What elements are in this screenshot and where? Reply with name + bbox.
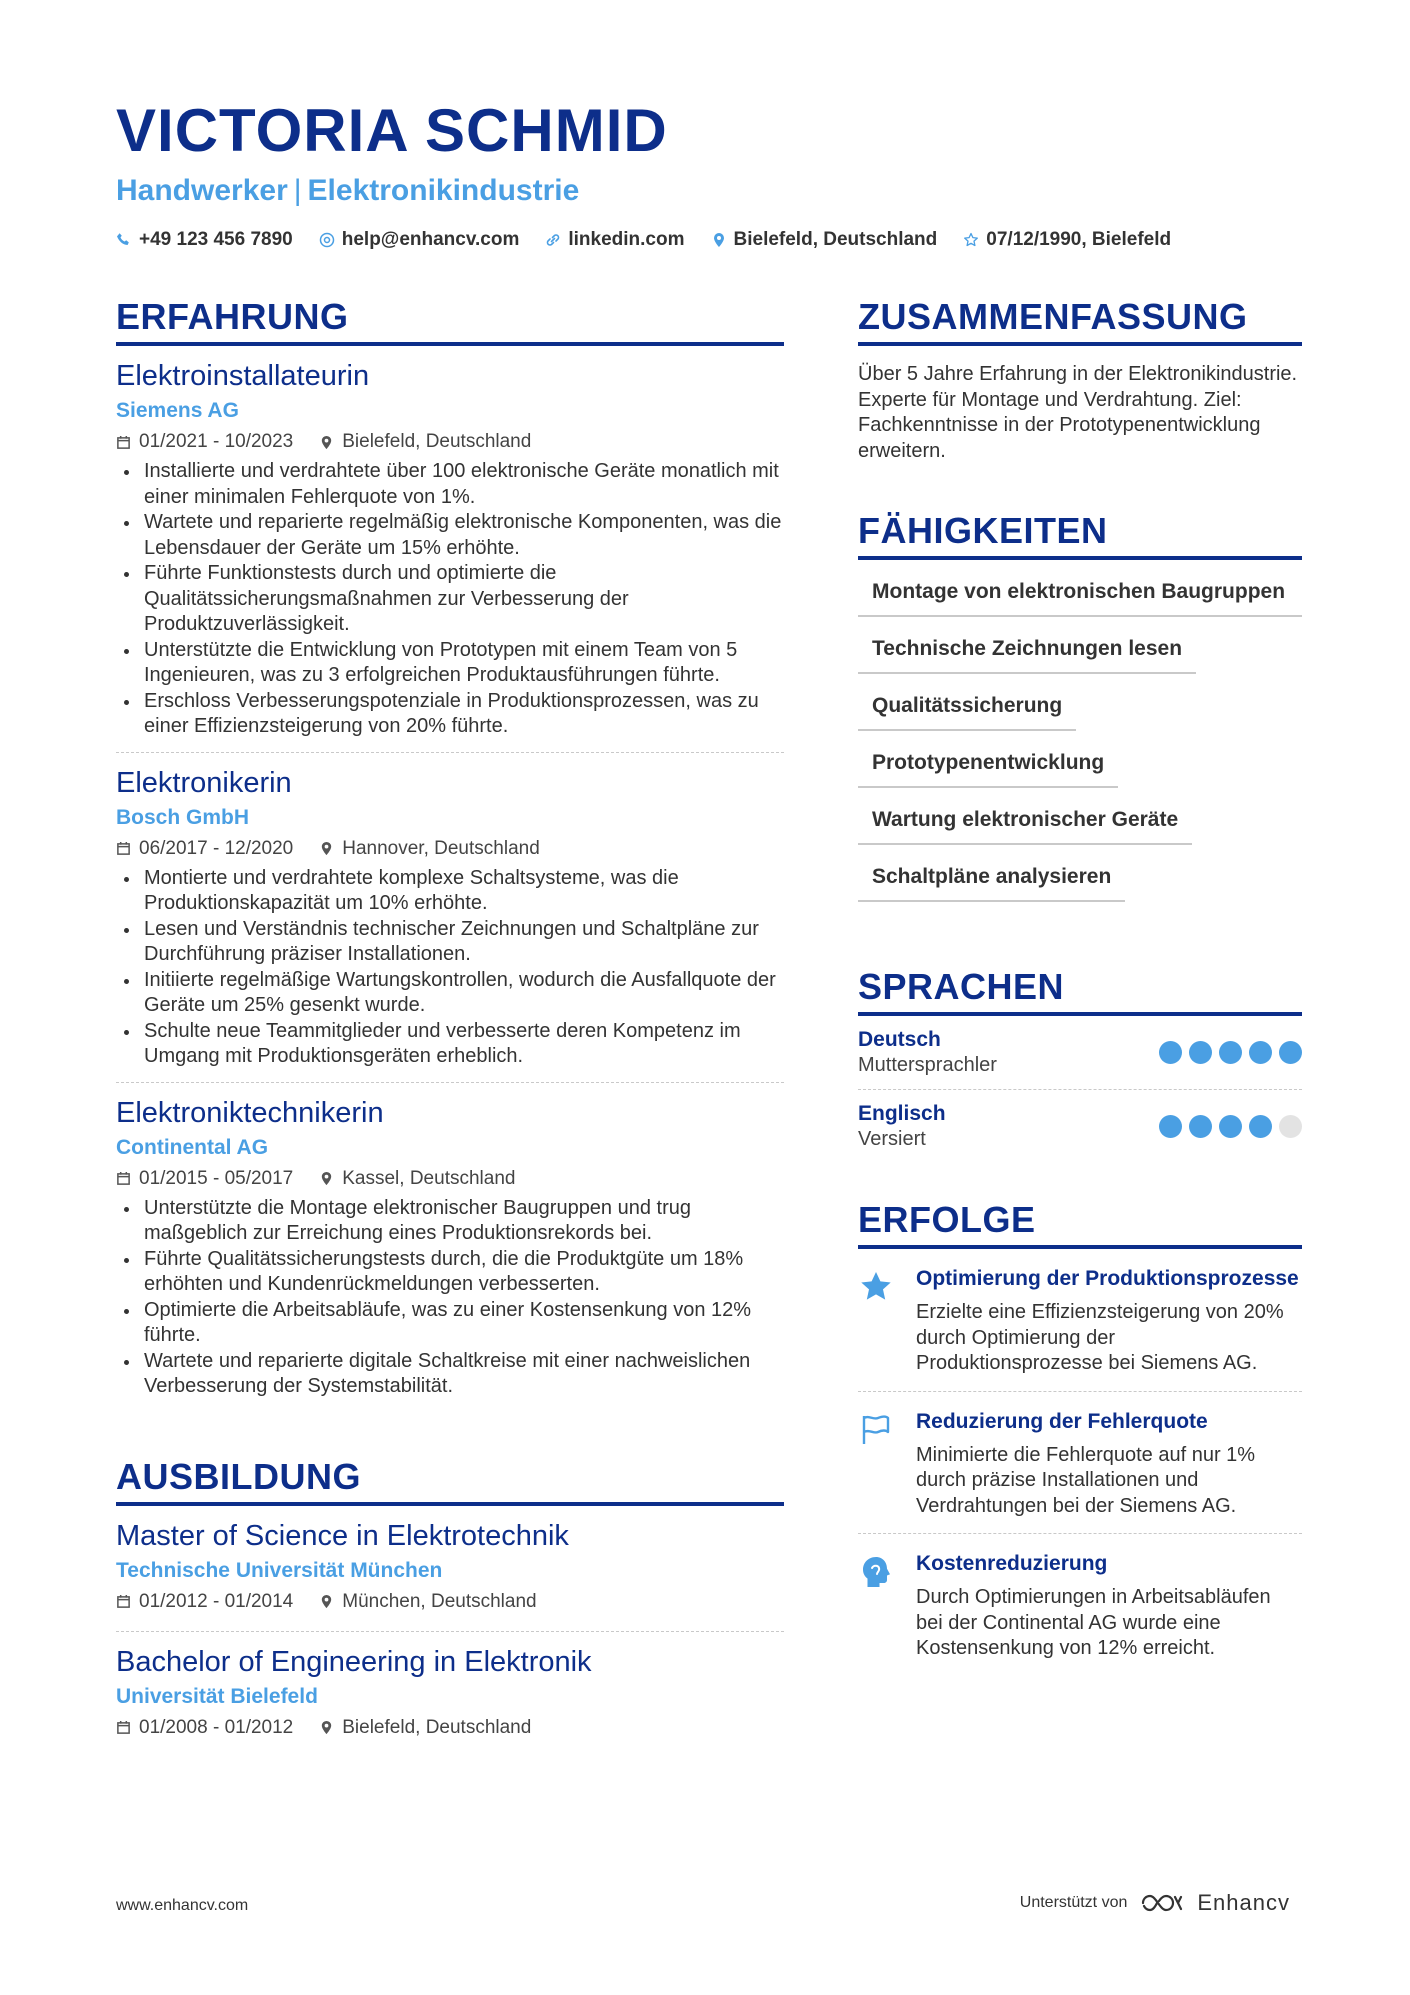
job-meta [116, 838, 784, 860]
calendar-icon [116, 435, 131, 450]
skill-item: Prototypenentwicklung [858, 749, 1118, 788]
achievements-section-title: ERFOLGE [858, 1199, 1302, 1249]
achievements-list [858, 1249, 1302, 1676]
bullet-item: Montierte und verdrahtete komplexe Schaltsysteme, was die Produktionskapazität um 10% erhöhte. [144, 866, 784, 917]
location-icon [319, 1171, 334, 1186]
company-name: Continental AG [116, 1135, 269, 1159]
degree-title: Bachelor of Engineering in Elektronik [116, 1645, 592, 1678]
rating-dot [1219, 1041, 1242, 1064]
bullet-item: Optimierte die Arbeitsabläufe, was zu einer Kostensenkung von 12% führte. [144, 1298, 784, 1349]
skill-item: Qualitätssicherung [858, 692, 1076, 731]
school-name: Universität Bielefeld [116, 1684, 318, 1708]
education-meta [116, 1591, 784, 1613]
skill-item: Montage von elektronischen Baugruppen [858, 578, 1302, 617]
bullet-item: Unterstützte die Entwicklung von Prototypen mit einem Team von 5 Ingenieuren, was zu 3 erfolgreichen Produktausführungen führte. [144, 638, 784, 689]
calendar-icon [116, 1720, 131, 1735]
flag-icon [858, 1412, 894, 1448]
calendar-icon [116, 1594, 131, 1609]
location-icon [711, 232, 727, 248]
education-location [319, 1717, 531, 1739]
bullet-item: Führte Qualitätssicherungstests durch, die die Produktgüte um 18% erhöhten und Kundenrückmeldungen verbesserten. [144, 1247, 784, 1298]
language-rating [1159, 1041, 1302, 1064]
job-dates-text: 01/2021 - 10/2023 [139, 431, 294, 452]
experience-section-title: ERFAHRUNG [116, 296, 784, 346]
job-location-text: Kassel, Deutschland [342, 1167, 516, 1189]
achievement-desc: Durch Optimierungen in Arbeitsabläufen bei der Continental AG wurde eine Kostensenkung von 12% erreicht. [916, 1586, 1271, 1659]
contact-location-text: Bielefeld, Deutschland [733, 229, 938, 250]
achievement-item [858, 1249, 1302, 1392]
job-meta [116, 1168, 784, 1190]
rating-dot [1159, 1041, 1182, 1064]
enhancv-logo-icon [1139, 1891, 1185, 1915]
rating-dot [1219, 1115, 1242, 1138]
job-title: Elektroinstallateurin [116, 360, 370, 392]
contact-phone[interactable] [116, 229, 293, 251]
job-title: Elektronikerin [116, 766, 292, 799]
left-column [116, 296, 784, 1757]
title-left: Handwerker [116, 174, 288, 207]
rating-dot [1249, 1115, 1272, 1138]
company-name: Bosch GmbH [116, 805, 250, 829]
contact-location [711, 229, 938, 251]
job-dates-text: 01/2015 - 05/2017 [139, 1167, 294, 1189]
bullet-item: Lesen und Verständnis technischer Zeichnungen und Schaltpläne zur Durchführung präziser Installationen. [144, 917, 784, 968]
job-entry [116, 1083, 784, 1412]
school-name: Technische Universität München [116, 1558, 443, 1582]
languages-section-title: SPRACHEN [858, 966, 1302, 1016]
bullet-item: Unterstützte die Montage elektronischer Baugruppen und trug maßgeblich zur Erreichung eines Produktionsrekords bei. [144, 1196, 784, 1247]
language-name: Deutsch [858, 1028, 941, 1051]
skill-item: Technische Zeichnungen lesen [858, 635, 1196, 674]
rating-dot [1249, 1041, 1272, 1064]
phone-icon [116, 232, 132, 248]
education-section-title: AUSBILDUNG [116, 1456, 784, 1506]
footer-powered [1020, 1890, 1290, 1916]
bullet-item: Wartete und reparierte regelmäßig elektronische Komponenten, was die Lebensdauer der Geräte um 15% erhöhte. [144, 510, 784, 561]
skills-list [858, 578, 1302, 920]
language-item [858, 1016, 1302, 1090]
link-icon [545, 232, 561, 248]
job-bullets [116, 459, 784, 740]
rating-dot [1189, 1115, 1212, 1138]
bullet-item: Initiierte regelmäßige Wartungskontrollen, wodurch die Ausfallquote der Geräte um 25% gesenkt wurde. [144, 968, 784, 1019]
languages-list [858, 1016, 1302, 1163]
contact-linkedin-text: linkedin.com [568, 229, 685, 250]
bullet-item: Installierte und verdrahtete über 100 elektronische Geräte monatlich mit einer minimalen Fehlerquote von 1%. [144, 459, 784, 510]
degree-title: Master of Science in Elektrotechnik [116, 1519, 569, 1552]
achievement-item [858, 1534, 1302, 1676]
footer-website[interactable]: www.enhancv.com [116, 1897, 249, 1914]
title-separator: | [293, 174, 302, 207]
bullet-item: Führte Funktionstests durch und optimierte die Qualitätssicherungsmaßnahmen zur Verbesserung der Produktzuverlässigkeit. [144, 561, 784, 638]
skill-item: Wartung elektronischer Geräte [858, 806, 1192, 845]
title-right: Elektronikindustrie [307, 174, 580, 207]
brand-name: Enhancv [1197, 1890, 1290, 1915]
achievement-title: Reduzierung der Fehlerquote [916, 1409, 1208, 1433]
contact-email-text: help@enhancv.com [341, 229, 520, 250]
education-location-text: München, Deutschland [342, 1590, 537, 1612]
job-dates [116, 431, 293, 453]
contact-email[interactable] [319, 229, 520, 251]
summary-section-title: ZUSAMMENFASSUNG [858, 296, 1302, 346]
summary-text: Über 5 Jahre Erfahrung in der Elektronikindustrie. Experte für Montage und Verdrahtung. Ziel: Fachkenntnisse in der Prototypenentwicklung erweitern. [858, 363, 1298, 462]
job-bullets [116, 1196, 784, 1400]
location-icon [319, 841, 334, 856]
at-icon [319, 232, 335, 248]
powered-by-text: Unterstützt von [1019, 1894, 1128, 1911]
rating-dot [1159, 1115, 1182, 1138]
education-dates-text: 01/2012 - 01/2014 [139, 1590, 294, 1612]
contact-phone-text: +49 123 456 7890 [139, 229, 293, 250]
job-entry [116, 753, 784, 1083]
job-location-text: Bielefeld, Deutschland [342, 431, 532, 452]
job-title-line [116, 174, 579, 208]
rating-dot [1189, 1041, 1212, 1064]
job-location-text: Hannover, Deutschland [342, 837, 540, 859]
star-icon [963, 232, 979, 248]
location-icon [319, 1594, 334, 1609]
language-item [858, 1090, 1302, 1163]
star-icon [858, 1269, 894, 1305]
head-icon [858, 1554, 894, 1590]
bullet-item: Schulte neue Teammitglieder und verbesserte deren Kompetenz im Umgang mit Produktionsgeräten erheblich. [144, 1019, 784, 1070]
calendar-icon [116, 841, 131, 856]
education-dates [116, 1717, 293, 1739]
education-location-text: Bielefeld, Deutschland [342, 1716, 532, 1738]
rating-dot [1279, 1115, 1302, 1138]
job-location [319, 431, 531, 453]
language-name: Englisch [858, 1102, 946, 1125]
education-dates [116, 1591, 293, 1613]
location-icon [319, 435, 334, 450]
bullet-item: Erschloss Verbesserungspotenziale in Produktionsprozessen, was zu einer Effizienzsteigerung von 20% führte. [144, 689, 784, 740]
education-meta [116, 1717, 784, 1739]
job-location [319, 838, 540, 860]
contact-birth-text: 07/12/1990, Bielefeld [986, 229, 1172, 250]
job-bullets [116, 866, 784, 1070]
right-column [858, 296, 1302, 1676]
skills-section-title: FÄHIGKEITEN [858, 510, 1302, 560]
job-meta [116, 431, 784, 453]
achievement-desc: Minimierte die Fehlerquote auf nur 1% durch präzise Installationen und Verdrahtungen bei der Siemens AG. [916, 1443, 1256, 1517]
education-entry [116, 1506, 784, 1632]
education-dates-text: 01/2008 - 01/2012 [139, 1716, 294, 1738]
rating-dot [1279, 1041, 1302, 1064]
job-location [319, 1168, 515, 1190]
job-dates [116, 1168, 293, 1190]
job-dates [116, 838, 293, 860]
language-rating [1159, 1115, 1302, 1138]
achievement-title: Optimierung der Produktionsprozesse [916, 1267, 1299, 1290]
calendar-icon [116, 1171, 131, 1186]
contact-bar [116, 229, 1171, 251]
candidate-name: VICTORIA SCHMID [116, 97, 668, 164]
skill-item: Schaltpläne analysieren [858, 863, 1125, 902]
education-entry [116, 1632, 784, 1757]
job-entry [116, 346, 784, 753]
job-title: Elektroniktechnikerin [116, 1096, 384, 1129]
contact-birth [963, 229, 1171, 251]
language-level: Versiert [858, 1128, 926, 1150]
location-icon [319, 1720, 334, 1735]
contact-linkedin[interactable] [545, 229, 684, 251]
education-location [319, 1591, 536, 1613]
achievement-title: Kostenreduzierung [916, 1552, 1108, 1575]
achievement-item [858, 1392, 1302, 1535]
bullet-item: Wartete und reparierte digitale Schaltkreise mit einer nachweislichen Verbesserung der Systemstabilität. [144, 1349, 784, 1400]
achievement-desc: Erzielte eine Effizienzsteigerung von 20% durch Optimierung der Produktionsprozesse bei Siemens AG. [916, 1301, 1284, 1374]
company-name: Siemens AG [116, 399, 239, 422]
job-dates-text: 06/2017 - 12/2020 [139, 837, 294, 859]
language-level: Muttersprachler [858, 1054, 997, 1076]
